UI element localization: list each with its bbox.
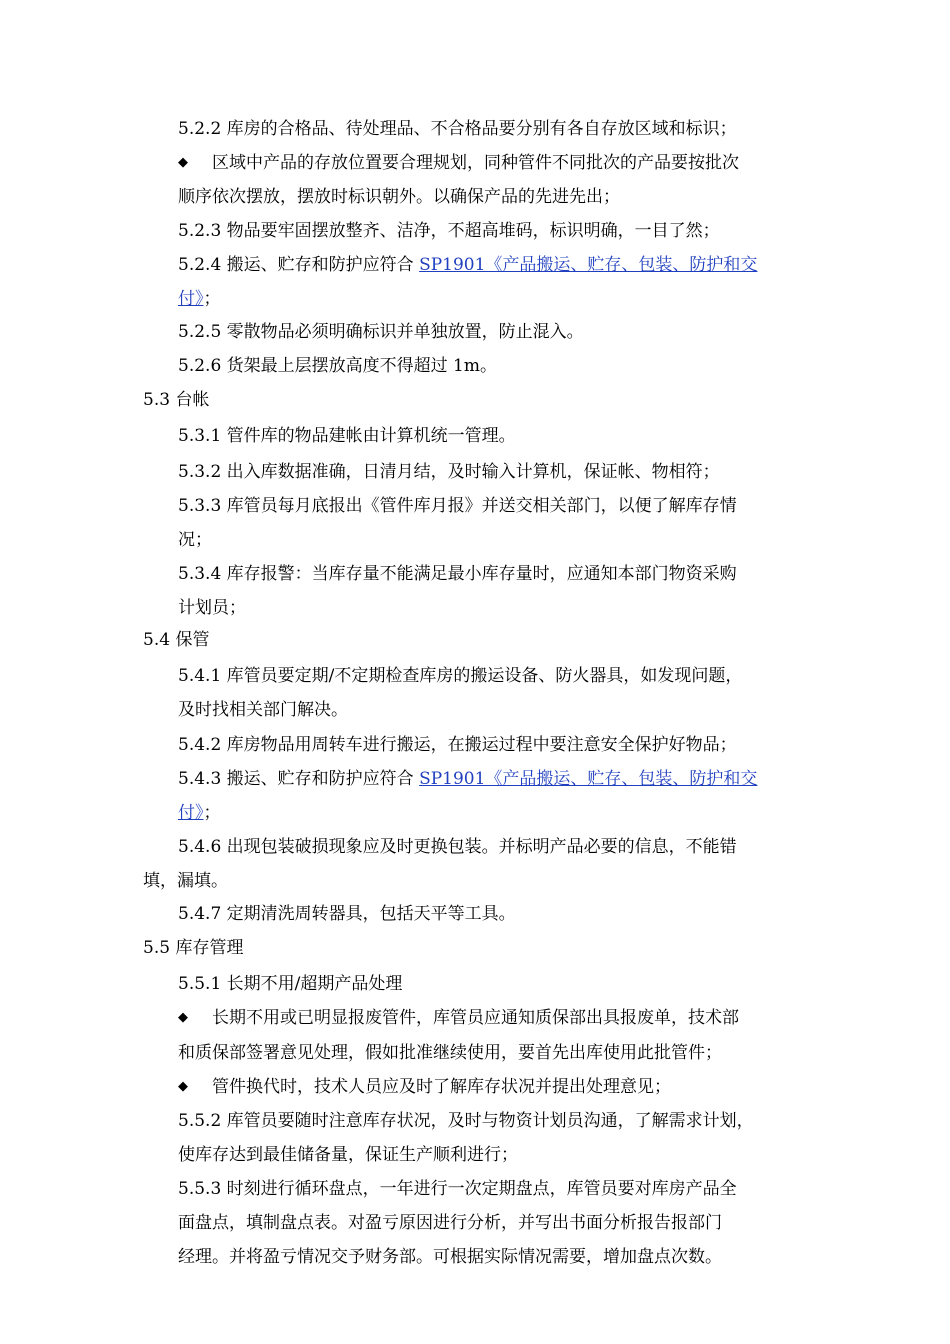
clause-5-2-2: 5.2.2 库房的合格品、待处理品、不合格品要分别有各自存放区域和标识； [178,119,737,139]
clause-5-3-1: 5.3.1 管件库的物品建帐由计算机统一管理。 [178,426,516,446]
clause-5-4-1-line-1: 5.4.1 库管员要定期/不定期检查库房的搬运设备、防火器具，如发现问题， [178,666,743,686]
clause-5-3-2: 5.3.2 出入库数据准确，日清月结，及时输入计算机，保证帐、物相符； [178,462,720,482]
bullet-text-2-line-1: 长期不用或已明显报废管件，库管员应通知质保部出具报废单，技术部 [212,1008,739,1028]
clause-5-4-3-line-2 [178,801,221,825]
clause-5-4-7: 5.4.7 定期清洗周转器具，包括天平等工具。 [178,904,516,924]
clause-5-4-3-text: 5.4.3 搬运、贮存和防护应符合 [178,769,420,789]
diamond-bullet-icon: ◆ [178,155,188,170]
clause-5-4-1-line-2: 及时找相关部门解决。 [178,700,348,720]
clause-5-3-3-line-1: 5.3.3 库管员每月底报出《管件库月报》并送交相关部门，以便了解库存情 [178,496,737,516]
clause-5-3-4-line-2: 计划员； [178,598,246,618]
clause-5-2-6: 5.2.6 货架最上层摆放高度不得超过 1m。 [178,356,497,376]
clause-5-5-3-line-2: 面盘点，填制盘点表。对盈亏原因进行分析，并写出书面分析报告报部门 [178,1213,722,1233]
clause-5-2-4-line-2 [178,287,221,311]
clause-5-5-2-line-2: 使库存达到最佳储备量，保证生产顺利进行； [178,1145,518,1165]
section-5-3-heading: 5.3 台帐 [143,390,210,410]
clause-5-2-4-text: 5.2.4 搬运、贮存和防护应符合 [178,255,420,275]
diamond-bullet-icon: ◆ [178,1079,188,1094]
clause-5-4-3-end: ； [203,803,221,823]
clause-5-2-5: 5.2.5 零散物品必须明确标识并单独放置，防止混入。 [178,322,584,342]
clause-5-3-4-line-1: 5.3.4 库存报警：当库存量不能满足最小库存量时，应通知本部门物资采购 [178,564,737,584]
clause-5-4-6-line-1: 5.4.6 出现包装破损现象应及时更换包装。并标明产品必要的信息，不能错 [178,837,737,857]
bullet-text-1-line-2: 顺序依次摆放，摆放时标识朝外。以确保产品的先进先出； [178,187,620,207]
bullet-text-1-line-1: 区域中产品的存放位置要合理规划，同种管件不同批次的产品要按批次 [212,153,739,173]
sp1901-link-2-continued[interactable]: 付》 [178,803,204,823]
sp1901-link-continued[interactable]: 付》 [178,289,204,309]
diamond-bullet-icon: ◆ [178,1010,188,1025]
clause-5-3-3-line-2: 况； [178,530,212,550]
clause-5-5-3-line-1: 5.5.3 时刻进行循环盘点，一年进行一次定期盘点，库管员要对库房产品全 [178,1179,737,1199]
section-5-4-heading: 5.4 保管 [143,630,210,650]
bullet-text-3: 管件换代时，技术人员应及时了解库存状况并提出处理意见； [212,1077,671,1097]
clause-5-2-3: 5.2.3 物品要牢固摆放整齐、洁净，不超高堆码，标识明确，一目了然； [178,221,720,241]
clause-5-4-2: 5.4.2 库房物品用周转车进行搬运，在搬运过程中要注意安全保护好物品； [178,735,737,755]
clause-5-2-4-end: ； [203,289,221,309]
clause-5-5-1: 5.5.1 长期不用/超期产品处理 [178,974,403,994]
clause-5-5-2-line-1: 5.5.2 库管员要随时注意库存状况，及时与物资计划员沟通，了解需求计划， [178,1111,754,1131]
clause-5-4-3-line-1 [178,767,757,791]
sp1901-link[interactable]: SP1901《产品搬运、贮存、包装、防护和交 [419,255,758,275]
bullet-text-2-line-2: 和质保部签署意见处理，假如批准继续使用，要首先出库使用此批管件； [178,1043,722,1063]
clause-5-2-4-line-1 [178,253,757,277]
clause-5-5-3-line-3: 经理。并将盈亏情况交予财务部。可根据实际情况需要，增加盘点次数。 [178,1247,722,1267]
clause-5-4-6-line-2: 填，漏填。 [143,871,228,891]
section-5-5-heading: 5.5 库存管理 [143,938,244,958]
sp1901-link-2[interactable]: SP1901《产品搬运、贮存、包装、防护和交 [419,769,758,789]
